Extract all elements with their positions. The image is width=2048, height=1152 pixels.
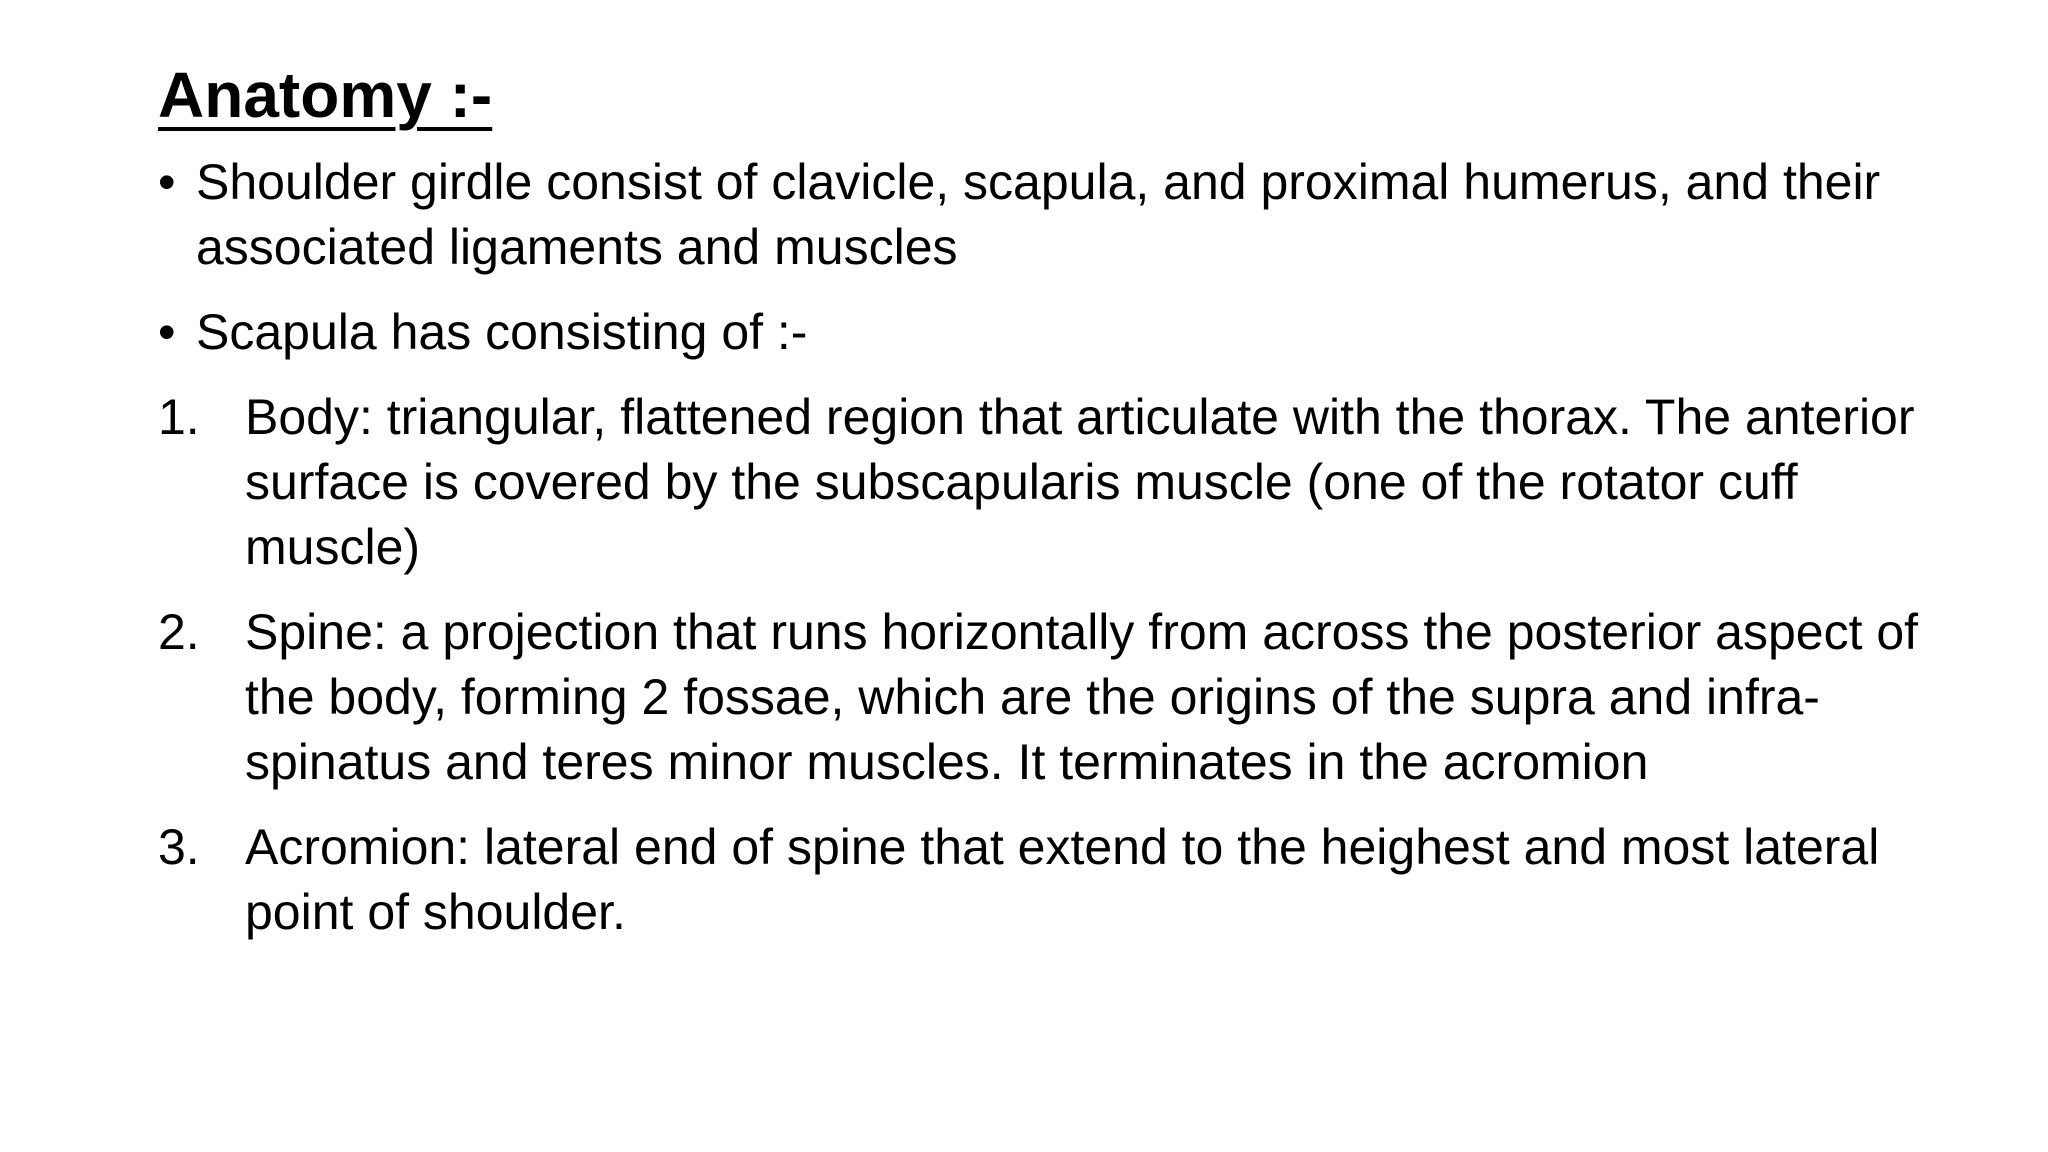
bullet-text: Shoulder girdle consist of clavicle, scapula, and proximal humerus, and their associated ligaments and muscles (196, 154, 1881, 275)
numbered-item-body (158, 385, 1928, 580)
bullet-marker: • (158, 154, 176, 210)
numbered-item-acromion (158, 815, 1928, 945)
bullet-item (158, 300, 1928, 365)
bullet-marker: • (158, 304, 176, 360)
item-text: Body: triangular, flattened region that articulate with the thorax. The anterior surface is covered by the subscapularis muscle (one of the rotator cuff muscle) (245, 389, 1915, 575)
item-number: 1. (158, 389, 200, 445)
bullet-item (158, 150, 1928, 280)
item-text: Spine: a projection that runs horizontally from across the posterior aspect of the body, forming 2 fossae, which are the origins of the supra and infra-spinatus and teres minor muscles. It terminates in the acromion (245, 604, 1919, 790)
slide-content (158, 150, 1928, 945)
item-number: 3. (158, 819, 200, 875)
item-number: 2. (158, 604, 200, 660)
item-text: Acromion: lateral end of spine that extend to the heighest and most lateral point of shoulder. (245, 819, 1880, 940)
numbered-item-spine (158, 600, 1928, 795)
bullet-text: Scapula has consisting of :- (196, 304, 808, 360)
slide-title: Anatomy :- (158, 59, 493, 131)
